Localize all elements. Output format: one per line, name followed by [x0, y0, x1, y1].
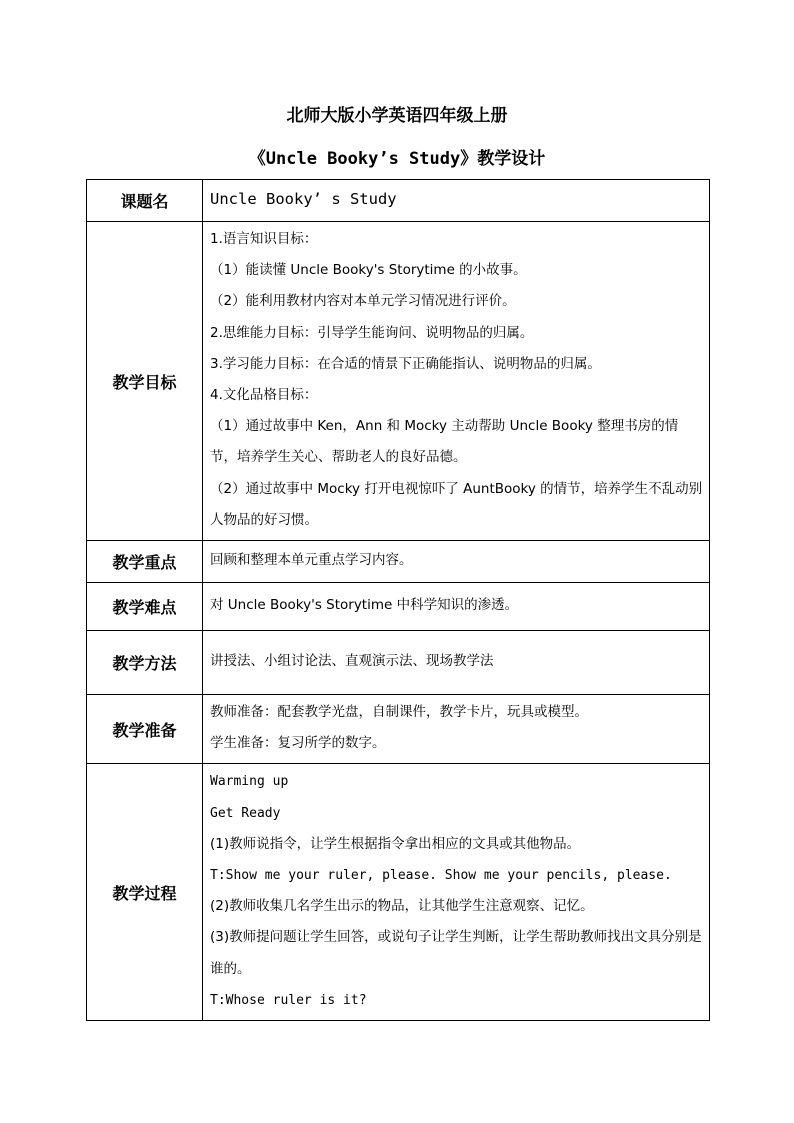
lesson-plan-table	[86, 179, 710, 1021]
process-line: Get Ready	[210, 805, 281, 821]
key-points-value: 回顾和整理本单元重点学习内容。	[203, 541, 710, 583]
document-title: 北师大版小学英语四年级上册	[286, 106, 508, 126]
preparation-line: 学生准备：复习所学的数字。	[210, 735, 386, 752]
topic-label: 课题名	[87, 180, 203, 222]
preparation-content	[203, 695, 710, 764]
document-subtitle: 《Uncle Booky’s Study》教学设计	[248, 149, 546, 169]
objective-line: 3.学习能力目标：在合适的情景下正确能指认、说明物品的归属。	[210, 355, 601, 372]
preparation-line: 教师准备：配套教学光盘，自制课件，教学卡片，玩具或模型。	[210, 704, 588, 721]
process-line: T:Show me your ruler, please. Show me your pencils, please.	[210, 868, 672, 884]
methods-label: 教学方法	[87, 631, 203, 695]
row-key-points	[87, 541, 710, 583]
row-preparation	[87, 695, 710, 764]
objectives-content	[203, 222, 710, 541]
difficulties-label: 教学难点	[87, 583, 203, 631]
process-label: 教学过程	[87, 764, 203, 1021]
objective-line: 1.语言知识目标：	[210, 231, 318, 247]
process-content	[203, 764, 710, 1021]
row-objectives	[87, 222, 710, 541]
process-line: T:Whose ruler is it?	[210, 992, 367, 1008]
objective-line: （2）通过故事中 Mocky 打开电视惊吓了 AuntBooky 的情节，培养学生不乱动别人物品的好习惯。	[210, 480, 703, 528]
methods-value: 讲授法、小组讨论法、直观演示法、现场教学法	[203, 631, 710, 695]
row-methods	[87, 631, 710, 695]
key-points-label: 教学重点	[87, 541, 203, 583]
difficulties-value: 对 Uncle Booky's Storytime 中科学知识的渗透。	[203, 583, 710, 631]
process-line: (1)教师说指令，让学生根据指令拿出相应的文具或其他物品。	[210, 835, 581, 852]
row-process	[87, 764, 710, 1021]
objective-line: 4.文化品格目标：	[210, 387, 318, 404]
process-line: Warming up	[210, 774, 289, 790]
objective-line: 2.思维能力目标：引导学生能询问、说明物品的归属。	[210, 324, 534, 341]
row-difficulties	[87, 583, 710, 631]
objective-line: （2）能利用教材内容对本单元学习情况进行评价。	[210, 293, 516, 310]
process-line: (2)教师收集几名学生出示的物品，让其他学生注意观察、记忆。	[210, 898, 594, 915]
objective-line: （1）通过故事中 Ken，Ann 和 Mocky 主动帮助 Uncle Booky 整理书房的情节，培养学生关心、帮助老人的良好品德。	[210, 418, 679, 466]
objectives-label: 教学目标	[87, 222, 203, 541]
objective-line: （1）能读懂 Uncle Booky's Storytime 的小故事。	[210, 262, 527, 279]
row-topic	[87, 180, 710, 222]
preparation-label: 教学准备	[87, 695, 203, 764]
topic-value: Uncle Booky’ s Study	[203, 180, 710, 222]
process-line: (3)教师提问题让学生回答，或说句子让学生判断，让学生帮助教师找出文具分别是谁的。	[210, 929, 702, 977]
